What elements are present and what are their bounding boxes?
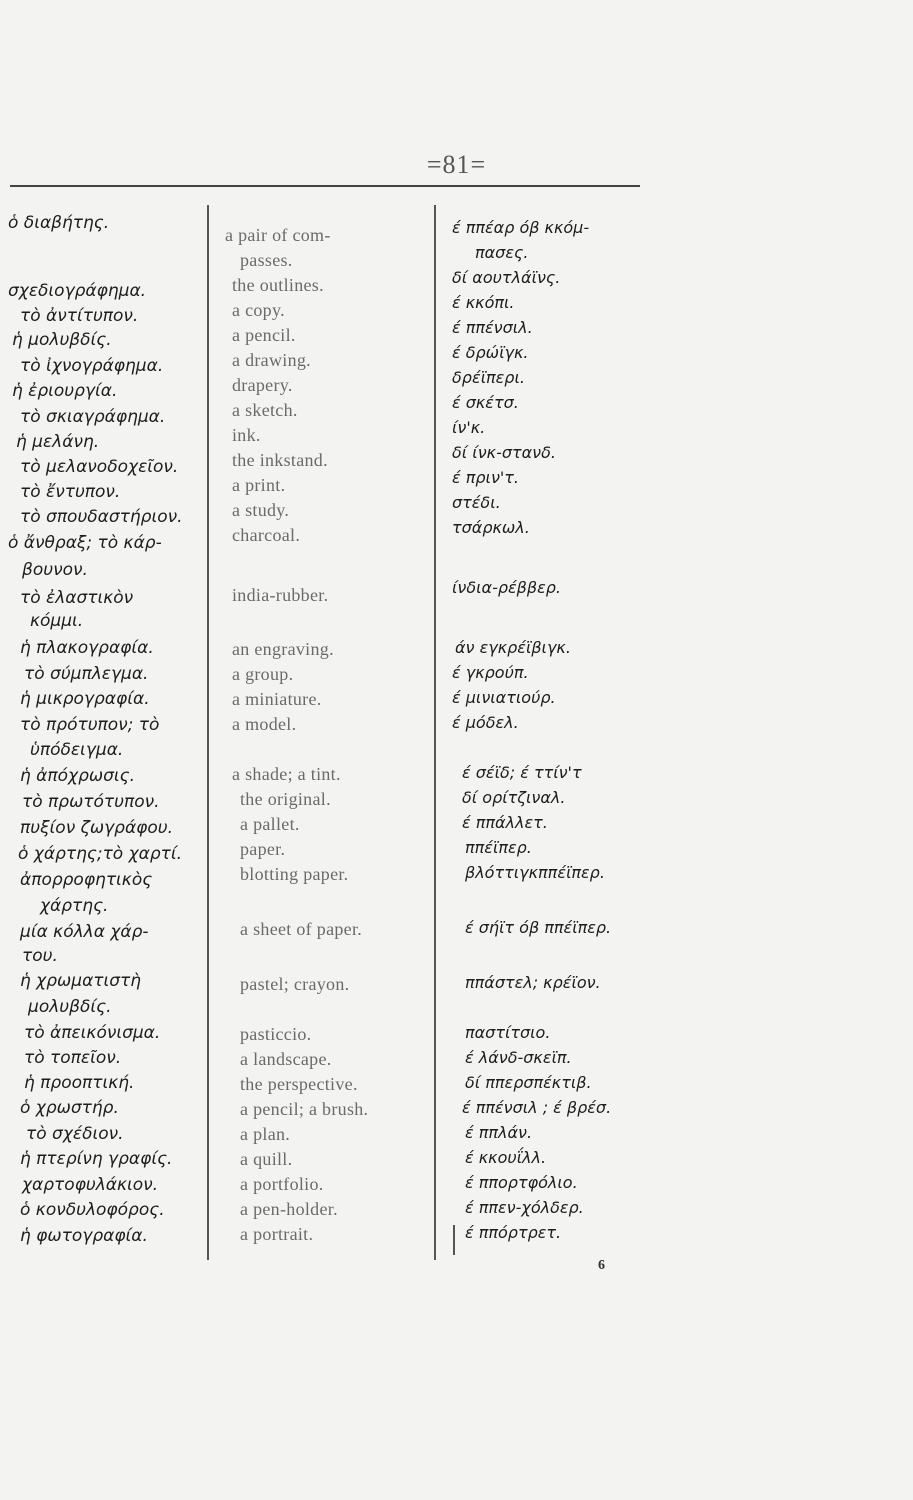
english-term: a pair of com- xyxy=(225,225,331,245)
english-term: a shade; a tint. xyxy=(232,764,341,784)
english-term: a drawing. xyxy=(232,350,311,370)
pronunciation-term: ππέϊπερ. xyxy=(465,838,532,857)
greek-term: ἀπορροφητικὸς xyxy=(20,870,153,890)
greek-term: ἡ ἐριουργία. xyxy=(12,381,118,401)
greek-term: μία κόλλα χάρ- xyxy=(20,922,149,942)
english-term: a group. xyxy=(232,664,294,684)
greek-term: ἡ μολυβδίς. xyxy=(12,330,112,350)
pronunciation-term: δρέϊπερι. xyxy=(452,368,525,387)
greek-term: ἡ μικρογραφία. xyxy=(20,689,150,709)
pronunciation-term: έ δρώϊγκ. xyxy=(452,343,529,362)
english-term: a pen-holder. xyxy=(240,1199,338,1219)
greek-term: ἡ πλακογραφία. xyxy=(20,638,154,658)
english-term: a study. xyxy=(232,500,290,520)
english-term: a print. xyxy=(232,475,286,495)
pronunciation-term: βλόττιγκππέϊπερ. xyxy=(465,863,605,882)
english-term: blotting paper. xyxy=(240,864,349,884)
column-divider-tail xyxy=(453,1225,455,1255)
english-term: a pencil; a brush. xyxy=(240,1099,369,1119)
pronunciation-term: πασες. xyxy=(475,243,529,262)
english-term: drapery. xyxy=(232,375,293,395)
english-term: ink. xyxy=(232,425,261,445)
greek-term: τὸ ἐλαστικὸν xyxy=(20,588,134,608)
pronunciation-term: δί ππερσπέκτιβ. xyxy=(465,1073,592,1092)
greek-term: τὸ ἰχνογράφημα. xyxy=(20,356,164,376)
pronunciation-term: έ μόδελ. xyxy=(452,713,519,732)
english-term: a plan. xyxy=(240,1124,291,1144)
greek-term: τὸ ἀντίτυπον. xyxy=(20,306,139,326)
greek-term: ἡ φωτογραφία. xyxy=(20,1226,148,1246)
pronunciation-term: έ ππένσιλ ; έ βρέσ. xyxy=(462,1098,612,1117)
pronunciation-term: ίνδια-ρέββερ. xyxy=(452,578,561,597)
english-term: the outlines. xyxy=(232,275,324,295)
english-term: a sketch. xyxy=(232,400,298,420)
column-divider-left xyxy=(207,205,209,1260)
greek-term: τὸ σχέδιον. xyxy=(26,1124,124,1144)
greek-term: τὸ σκιαγράφημα. xyxy=(20,407,166,427)
pronunciation-term: έ κκόπι. xyxy=(452,293,515,312)
pronunciation-term: έ σέϊδ; έ ττίν'τ xyxy=(462,763,582,782)
english-term: a sheet of paper. xyxy=(240,919,363,939)
greek-term: ἡ χρωματιστὴ xyxy=(20,971,142,991)
pronunciation-term: έ γκρούπ. xyxy=(452,663,529,682)
english-term: a portrait. xyxy=(240,1224,314,1244)
greek-term: ἡ προοπτική. xyxy=(24,1073,135,1093)
english-term: india-rubber. xyxy=(232,585,329,605)
pronunciation-term: άν εγκρέϊβιγκ. xyxy=(455,638,571,657)
english-term: the original. xyxy=(240,789,331,809)
greek-term: τὸ τοπεῖον. xyxy=(24,1048,122,1068)
column-divider-right xyxy=(434,205,436,1260)
greek-term: ὑπόδειγμα. xyxy=(30,740,124,760)
pronunciation-term: έ κκουΐλλ. xyxy=(465,1148,547,1167)
english-term: a copy. xyxy=(232,300,285,320)
pronunciation-term: έ ππλάν. xyxy=(465,1123,533,1142)
greek-term: ἡ ἀπόχρωσις. xyxy=(20,766,136,786)
greek-term: χάρτης. xyxy=(40,896,109,916)
pronunciation-term: δί ίνκ-στανδ. xyxy=(452,443,556,462)
pronunciation-term: παστίτσιο. xyxy=(465,1023,551,1042)
english-term: a landscape. xyxy=(240,1049,332,1069)
english-term: a quill. xyxy=(240,1149,293,1169)
greek-term: τὸ ἀπεικόνισμα. xyxy=(24,1023,161,1043)
greek-term: χαρτοφυλάκιον. xyxy=(22,1175,159,1195)
pronunciation-term: έ πριν'τ. xyxy=(452,468,519,487)
greek-term: ὁ κονδυλοφόρος. xyxy=(20,1200,165,1220)
greek-term: του. xyxy=(22,946,58,966)
english-term: an engraving. xyxy=(232,639,334,659)
greek-term: τὸ πρωτότυπον. xyxy=(22,792,160,812)
greek-term: ὁ διαβήτης. xyxy=(8,213,110,233)
english-term: paper. xyxy=(240,839,286,859)
english-term: pasticcio. xyxy=(240,1024,312,1044)
greek-term: τὸ ἔντυπον. xyxy=(20,482,121,502)
pronunciation-term: δί ορίτζιναλ. xyxy=(462,788,566,807)
english-term: passes. xyxy=(240,250,293,270)
pronunciation-term: έ λάνδ-σκεϊπ. xyxy=(465,1048,572,1067)
greek-term: ἡ μελάνη. xyxy=(16,432,100,452)
pronunciation-term: έ ππορτφόλιο. xyxy=(465,1173,578,1192)
english-term: a miniature. xyxy=(232,689,322,709)
pronunciation-term: έ σκέτσ. xyxy=(452,393,519,412)
greek-term: τὸ σπουδαστήριον. xyxy=(20,507,183,527)
english-term: pastel; crayon. xyxy=(240,974,350,994)
english-term: a pallet. xyxy=(240,814,300,834)
greek-term: ὁ ἄνθραξ; τὸ κάρ- xyxy=(8,533,162,553)
english-term: the perspective. xyxy=(240,1074,358,1094)
pronunciation-term: έ ππέαρ όβ κκόμ- xyxy=(452,218,590,237)
pronunciation-term: ίν'κ. xyxy=(452,418,486,437)
greek-term: ὁ χρωστήρ. xyxy=(20,1098,119,1118)
pronunciation-term: έ ππάλλετ. xyxy=(462,813,548,832)
greek-term: ἡ πτερίνη γραφίς. xyxy=(20,1149,173,1169)
greek-term: ὁ χάρτης;τὸ χαρτί. xyxy=(18,844,183,864)
pronunciation-term: έ ππεν-χόλδερ. xyxy=(465,1198,584,1217)
pronunciation-term: έ σήϊτ όβ ππέϊπερ. xyxy=(465,918,612,937)
english-term: the inkstand. xyxy=(232,450,328,470)
english-term: a model. xyxy=(232,714,297,734)
greek-term: σχεδιογράφημα. xyxy=(8,281,147,301)
greek-term: πυξίον ζωγράφου. xyxy=(20,818,173,838)
greek-term: τὸ σύμπλεγμα. xyxy=(24,664,149,684)
greek-term: τὸ πρότυπον; τὸ xyxy=(20,715,160,735)
pronunciation-term: δί αουτλάϊνς. xyxy=(452,268,561,287)
pronunciation-term: τσάρκωλ. xyxy=(452,518,530,537)
greek-term: μολυβδίς. xyxy=(28,997,112,1017)
header-rule xyxy=(10,185,640,187)
greek-term: κόμμι. xyxy=(30,611,84,631)
english-term: a pencil. xyxy=(232,325,296,345)
english-term: a portfolio. xyxy=(240,1174,324,1194)
english-term: charcoal. xyxy=(232,525,301,545)
signature-mark: 6 xyxy=(598,1258,605,1273)
greek-term: τὸ μελανοδοχεῖον. xyxy=(20,457,179,477)
pronunciation-term: στέδι. xyxy=(452,493,501,512)
greek-term: βουνον. xyxy=(22,560,88,580)
pronunciation-term: έ μινιατιούρ. xyxy=(452,688,556,707)
page-number: =81= xyxy=(426,150,487,179)
pronunciation-term: έ ππόρτρετ. xyxy=(465,1223,562,1242)
pronunciation-term: έ ππένσιλ. xyxy=(452,318,533,337)
pronunciation-term: ππάστελ; κρέϊον. xyxy=(465,973,601,992)
